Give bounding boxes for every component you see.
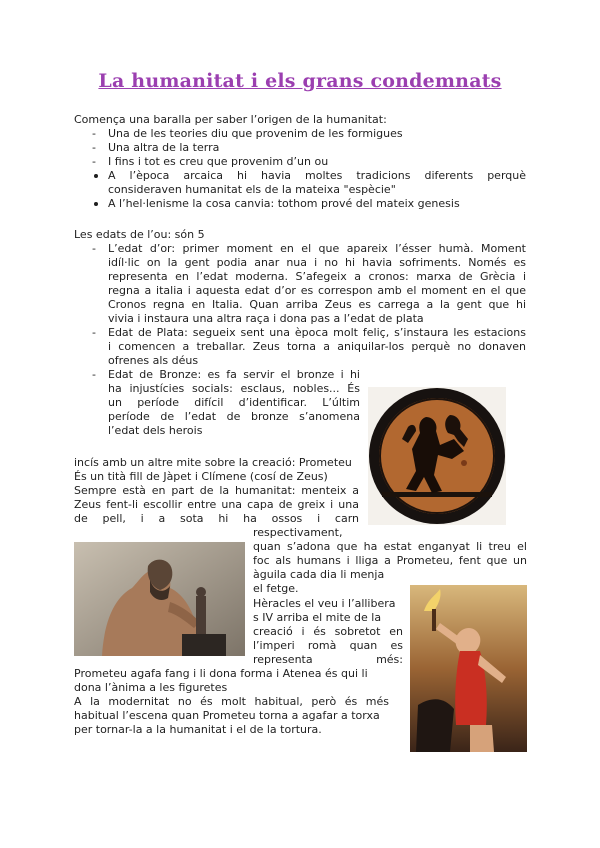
- prometheus-sculpting-image: [74, 542, 245, 656]
- bullet-icon: [94, 174, 98, 178]
- list-item: - Una de les teories diu que provenim de les formigues: [92, 127, 403, 140]
- page-title: La humanitat i els grans condemnats: [98, 70, 502, 92]
- ages-heading: Les edats de l’ou: són 5: [74, 228, 205, 241]
- list-item: A l’època arcaica hi havia moltes tradicions diferents perquè consideraven humanitat els de la mateixa "espècie": [108, 169, 534, 197]
- intro-section: [74, 113, 534, 211]
- list-item: - Edat de Bronze: es fa servir el bronze i hi ha injustícies socials: esclaus, nobles... És un període difícil d’identificar. L’últim període de l’edat de bronze s’anomena l’edat dels herois: [92, 368, 360, 437]
- bullet-icon: [94, 202, 98, 206]
- prometheus-continuation: respectivament, quan s’adona que ha estat enganyat li treu el foc als humans i lliga a Prometeu, fent que un àguila cada dia li menja el fetge.: [253, 526, 527, 595]
- prometheus-conclusion: Prometeu agafa fang i li dona forma i Atenea és qui li dona l’ànima a les figuretes A la modernitat no és molt habitual, però és més habitual l’escena quan Prometeu torna a agafar a torxa per tornar-la a la humanitat i el de la tortura.: [74, 667, 389, 736]
- list-item: - Una altra de la terra: [92, 141, 220, 154]
- list-item: A l’hel·lenisme la cosa canvia: tothom prové del mateix genesis: [108, 197, 534, 211]
- prometheus-torch-image: [410, 585, 527, 752]
- prometheus-heracles: Hèracles el veu i l’allibera s IV arriba el mite de la creació i és sobretot en l’imperi romà quan es representa més:: [253, 597, 403, 666]
- list-item: - L’edat d’or: primer moment en el que apareix l’ésser humà. Moment idíl·lic on la gent podia anar nua i no hi havia sofriments. Només es representa en l’edat moderna. S’afegeix a cronos: marxa de Grècia i regna a italia i aquesta edat d’or es correspon amb el moment en el que Cronos regna en Italia. Quan arriba Zeus es carrega a la gent que hi vivia i instaura una altra raça i dona pas a l’edat de plata: [92, 242, 526, 325]
- prometheus-intro: incís amb un altre mite sobre la creació: Prometeu És un tità fill de Jàpet i Clímene (cosí de Zeus) Sempre està en part de la humanitat: menteix a Zeus fent-li escollir entre una capa de greix i una de pell, i a sota hi ha ossos i carn: [74, 456, 359, 525]
- list-item: - I fins i tot es creu que provenim d’un ou: [92, 155, 329, 168]
- list-item: - Edat de Plata: segueix sent una època molt feliç, s’instaura les estacions i comencen a treballar. Zeus torna a aniquilar-los perquè no donaven ofrenes als déus: [92, 326, 526, 367]
- intro-heading: Comença una baralla per saber l’origen de la humanitat:: [74, 113, 387, 126]
- greek-vase-image: [368, 387, 506, 525]
